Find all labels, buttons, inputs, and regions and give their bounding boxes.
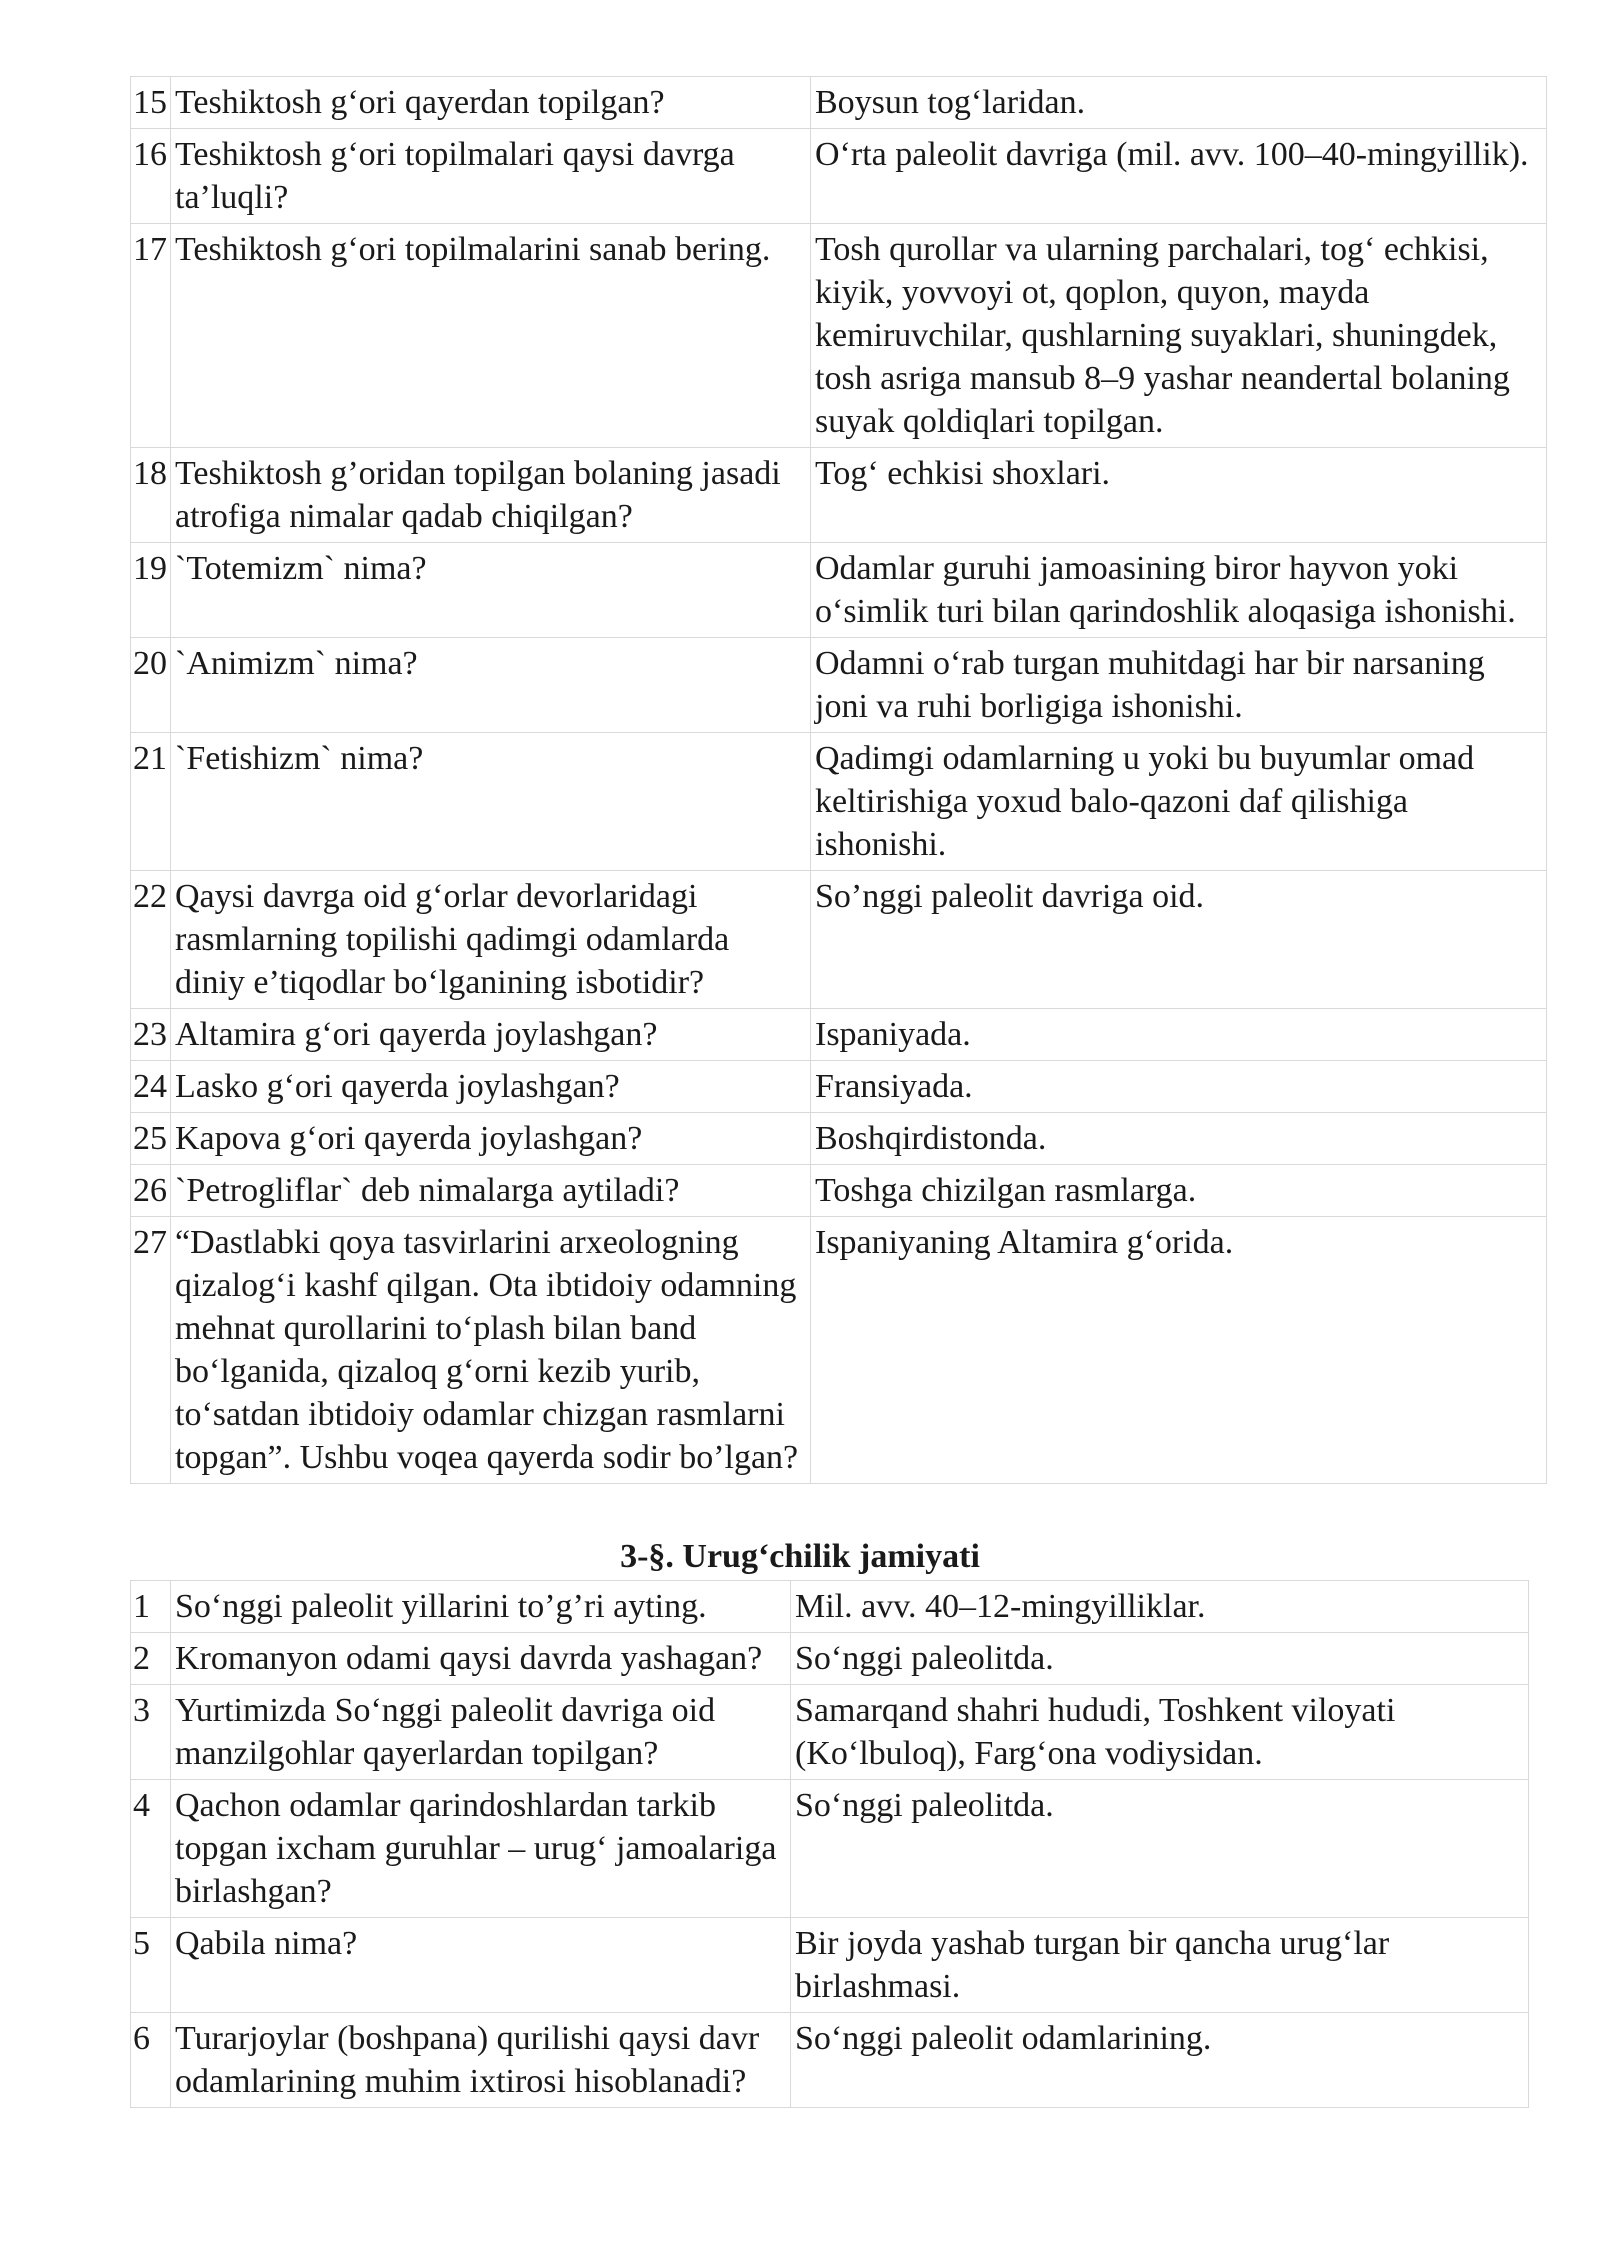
- table-row: [131, 448, 1547, 543]
- question-cell: `Totemizm` nima?: [171, 543, 811, 638]
- answer-cell: Toshga chizilgan rasmlarga.: [811, 1165, 1547, 1217]
- answer-cell: O‘rta paleolit davriga (mil. avv. 100–40-mingyillik).: [811, 129, 1547, 224]
- table-row: [131, 1113, 1547, 1165]
- answer-cell: Boshqirdistonda.: [811, 1113, 1547, 1165]
- row-number: 3: [131, 1685, 171, 1780]
- question-cell: Teshiktosh g‘ori topilmalari qaysi davrga ta’luqli?: [171, 129, 811, 224]
- answer-cell: Tog‘ echkisi shoxlari.: [811, 448, 1547, 543]
- row-number: 15: [131, 77, 171, 129]
- answer-cell: Samarqand shahri hududi, Toshkent viloyati (Ko‘lbuloq), Farg‘ona vodiysidan.: [791, 1685, 1529, 1780]
- question-cell: Kapova g‘ori qayerda joylashgan?: [171, 1113, 811, 1165]
- row-number: 26: [131, 1165, 171, 1217]
- table-row: [131, 1061, 1547, 1113]
- row-number: 5: [131, 1918, 171, 2013]
- section-heading: 3-§. Urug‘chilik jamiyati: [620, 1538, 980, 1575]
- row-number: 24: [131, 1061, 171, 1113]
- qa-table-continued: [130, 76, 1547, 1484]
- table-row: [131, 1633, 1529, 1685]
- answer-cell: So‘nggi paleolit odamlarining.: [791, 2013, 1529, 2108]
- question-cell: Teshiktosh g‘ori qayerdan topilgan?: [171, 77, 811, 129]
- question-cell: Turarjoylar (boshpana) qurilishi qaysi davr odamlarining muhim ixtirosi hisoblanadi?: [171, 2013, 791, 2108]
- question-cell: Yurtimizda So‘nggi paleolit davriga oid manzilgohlar qayerlardan topilgan?: [171, 1685, 791, 1780]
- answer-cell: Ispaniyada.: [811, 1009, 1547, 1061]
- answer-cell: Bir joyda yashab turgan bir qancha urug‘lar birlashmasi.: [791, 1918, 1529, 2013]
- row-number: 22: [131, 871, 171, 1009]
- answer-cell: Qadimgi odamlarning u yoki bu buyumlar omad keltirishiga yoxud balo-qazoni daf qilishiga ishonishi.: [811, 733, 1547, 871]
- row-number: 21: [131, 733, 171, 871]
- answer-cell: Boysun tog‘laridan.: [811, 77, 1547, 129]
- row-number: 27: [131, 1217, 171, 1484]
- table-row: [131, 638, 1547, 733]
- question-cell: `Animizm` nima?: [171, 638, 811, 733]
- question-cell: Kromanyon odami qaysi davrda yashagan?: [171, 1633, 791, 1685]
- row-number: 23: [131, 1009, 171, 1061]
- answer-cell: Mil. avv. 40–12-mingyilliklar.: [791, 1581, 1529, 1633]
- table-row: [131, 1685, 1529, 1780]
- table-row: [131, 1918, 1529, 2013]
- table-row: [131, 1780, 1529, 1918]
- answer-cell: Fransiyada.: [811, 1061, 1547, 1113]
- question-cell: Teshiktosh g‘ori topilmalarini sanab bering.: [171, 224, 811, 448]
- answer-cell: Odamlar guruhi jamoasining biror hayvon yoki o‘simlik turi bilan qarindoshlik aloqasiga ishonishi.: [811, 543, 1547, 638]
- table-row: [131, 1581, 1529, 1633]
- row-number: 20: [131, 638, 171, 733]
- question-cell: Lasko g‘ori qayerda joylashgan?: [171, 1061, 811, 1113]
- answer-cell: Ispaniyaning Altamira g‘orida.: [811, 1217, 1547, 1484]
- table-row: [131, 129, 1547, 224]
- question-cell: “Dastlabki qoya tasvirlarini arxeologning qizalog‘i kashf qilgan. Ota ibtidoiy odamning mehnat qurollarini to‘plash bilan band bo‘lganida, qizaloq g‘orni kezib yurib, to‘satdan ibtidoiy odamlar chizgan rasmlarni topgan”. Ushbu voqea qayerda sodir bo’lgan?: [171, 1217, 811, 1484]
- question-cell: Altamira g‘ori qayerda joylashgan?: [171, 1009, 811, 1061]
- row-number: 1: [131, 1581, 171, 1633]
- answer-cell: Tosh qurollar va ularning parchalari, tog‘ echkisi, kiyik, yovvoyi ot, qoplon, quyon, mayda kemiruvchilar, qushlarning suyaklari, shuningdek, tosh asriga mansub 8–9 yashar neandertal bolaning suyak qoldiqlari topilgan.: [811, 224, 1547, 448]
- question-cell: `Fetishizm` nima?: [171, 733, 811, 871]
- row-number: 16: [131, 129, 171, 224]
- qa-table-section-3: [130, 1580, 1529, 2108]
- table-row: [131, 1217, 1547, 1484]
- table-row: [131, 2013, 1529, 2108]
- answer-cell: Odamni o‘rab turgan muhitdagi har bir narsaning joni va ruhi borligiga ishonishi.: [811, 638, 1547, 733]
- answer-cell: So‘nggi paleolitda.: [791, 1633, 1529, 1685]
- row-number: 19: [131, 543, 171, 638]
- question-cell: Qabila nima?: [171, 1918, 791, 2013]
- table-row: [131, 733, 1547, 871]
- row-number: 6: [131, 2013, 171, 2108]
- question-cell: Qachon odamlar qarindoshlardan tarkib topgan ixcham guruhlar – urug‘ jamoalariga birlashgan?: [171, 1780, 791, 1918]
- table-row: [131, 543, 1547, 638]
- answer-cell: So‘nggi paleolitda.: [791, 1780, 1529, 1918]
- row-number: 17: [131, 224, 171, 448]
- row-number: 18: [131, 448, 171, 543]
- question-cell: Qaysi davrga oid g‘orlar devorlaridagi rasmlarning topilishi qadimgi odamlarda diniy e’tiqodlar bo‘lganining isbotidir?: [171, 871, 811, 1009]
- row-number: 4: [131, 1780, 171, 1918]
- question-cell: `Petrogliflar` deb nimalarga aytiladi?: [171, 1165, 811, 1217]
- table-row: [131, 224, 1547, 448]
- answer-cell: So’nggi paleolit davriga oid.: [811, 871, 1547, 1009]
- table-row: [131, 1009, 1547, 1061]
- row-number: 2: [131, 1633, 171, 1685]
- table-row: [131, 871, 1547, 1009]
- question-cell: Teshiktosh g’oridan topilgan bolaning jasadi atrofiga nimalar qadab chiqilgan?: [171, 448, 811, 543]
- table-row: [131, 1165, 1547, 1217]
- question-cell: So‘nggi paleolit yillarini to’g’ri ayting.: [171, 1581, 791, 1633]
- table-row: [131, 77, 1547, 129]
- row-number: 25: [131, 1113, 171, 1165]
